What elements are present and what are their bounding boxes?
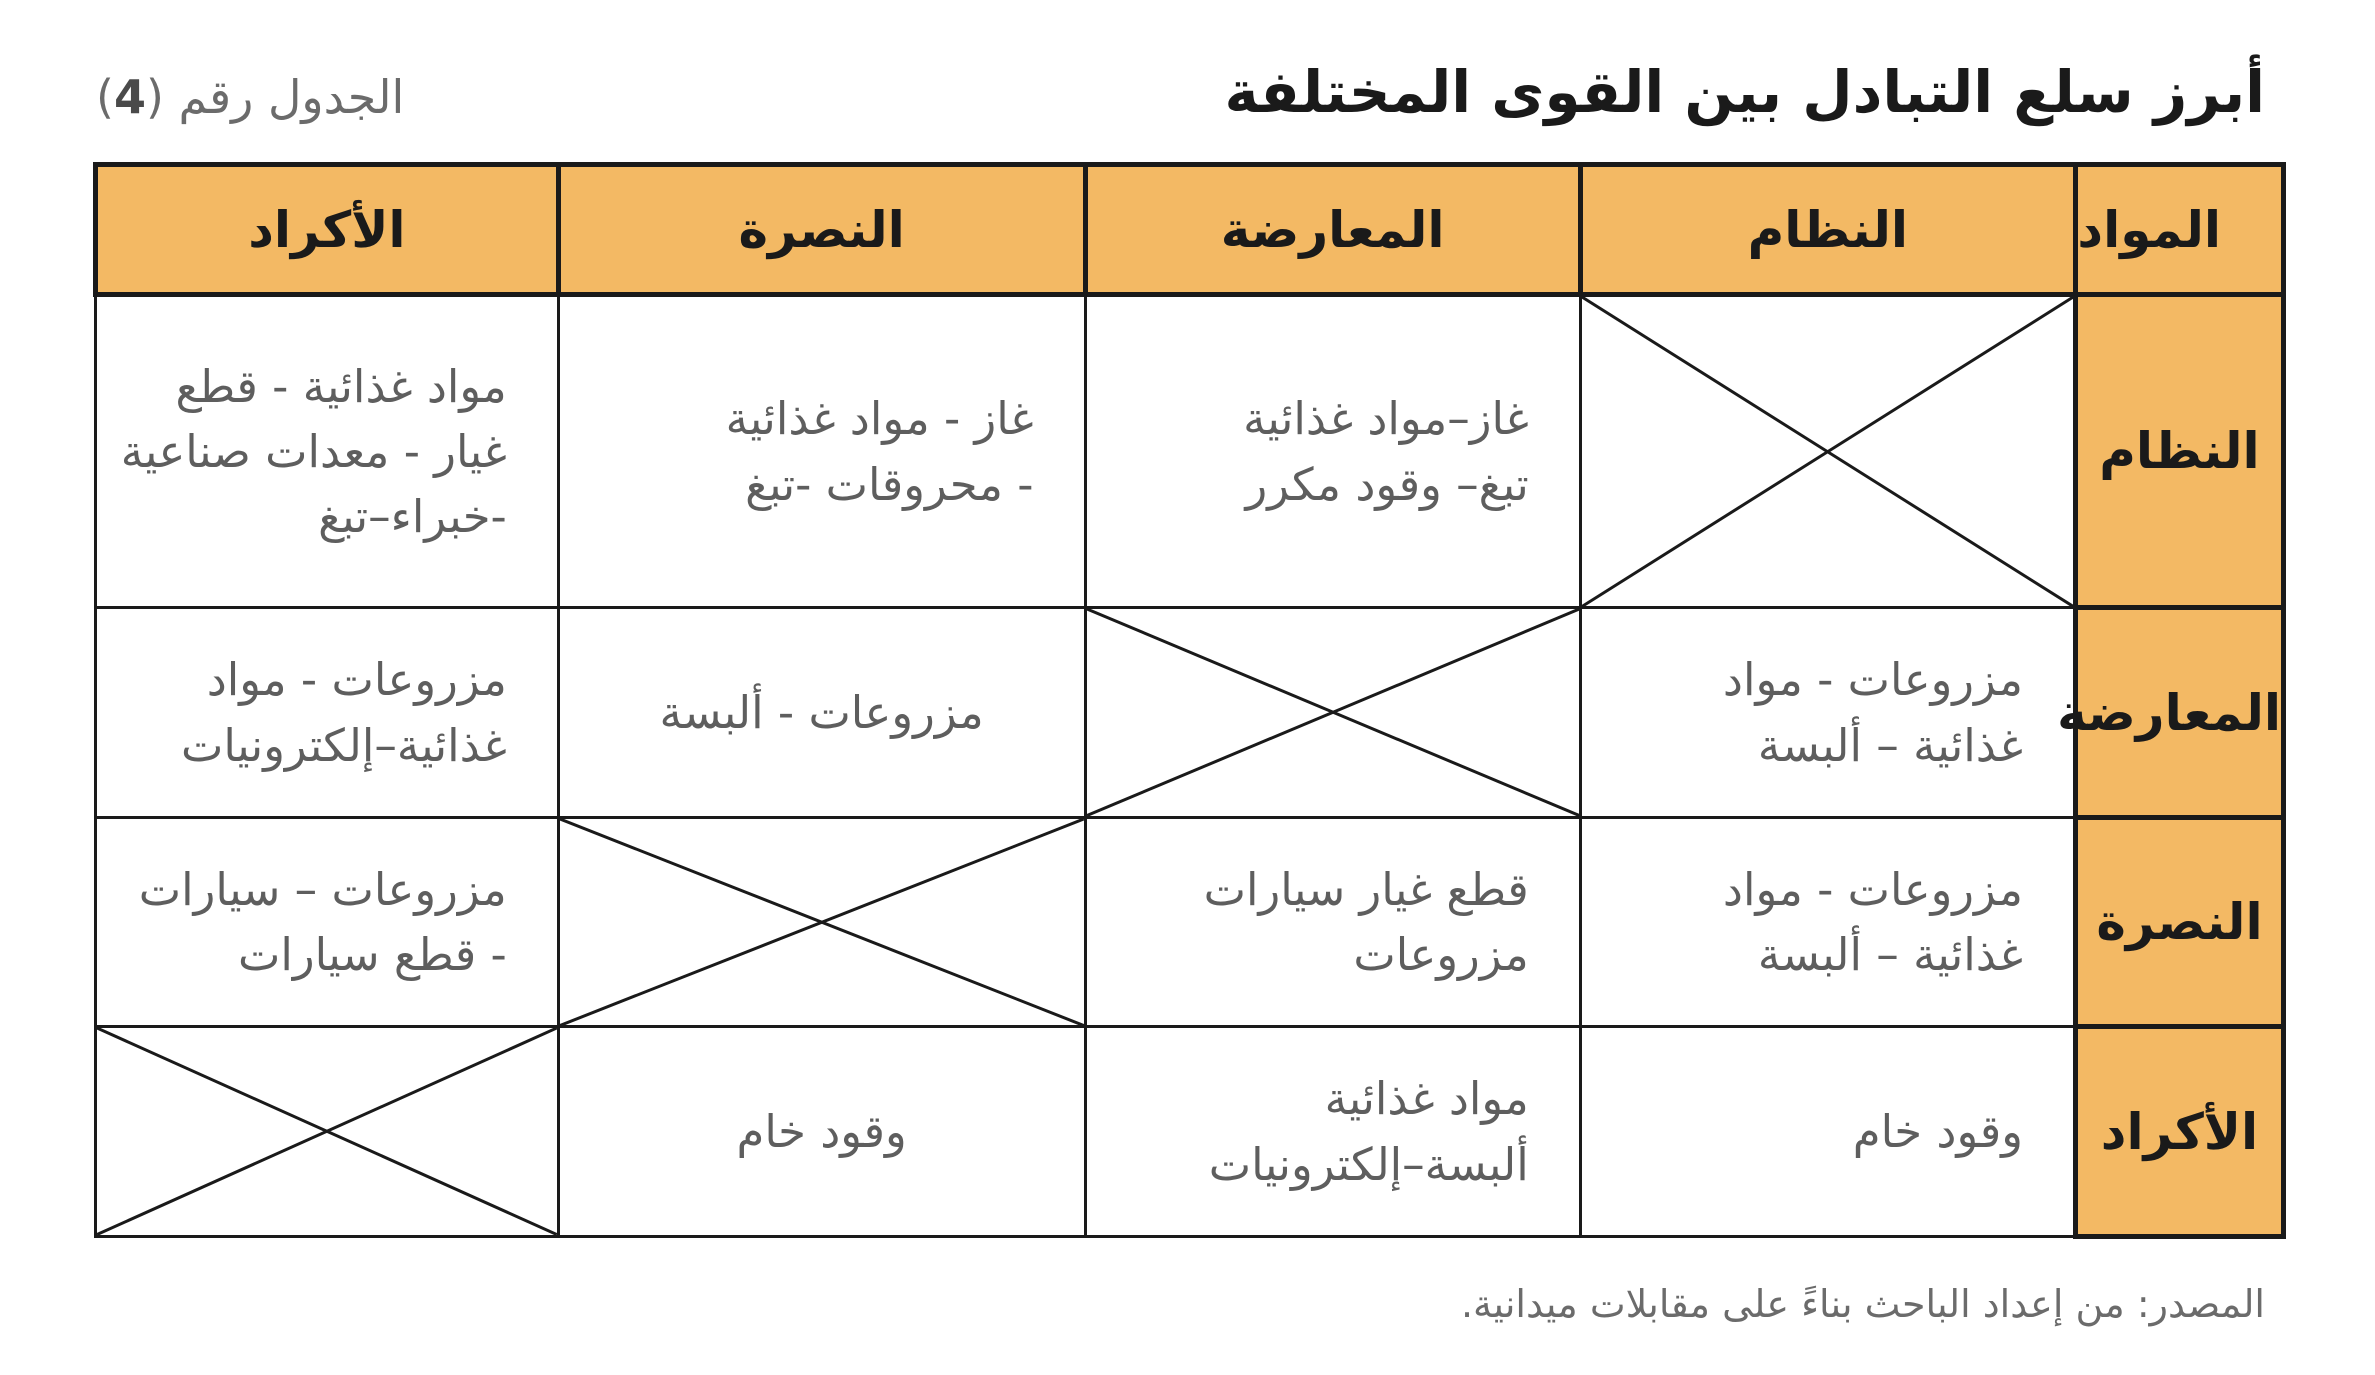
crossed-out-cell [96,1027,559,1237]
cell-kurds-regime: وقود خام [1580,1027,2075,1237]
cross-mark-icon [1087,609,1579,816]
cell-regime-kurds: مواد غذائية - قطع غيار - معدات صناعية -خبراء–تبغ [96,295,559,608]
cross-mark-icon [560,819,1084,1026]
table-number-caption [96,70,404,124]
cell-regime-opposition: غاز–مواد غذائية تبغ– وقود مكرر [1085,295,1580,608]
exchange-goods-table [93,162,2286,1239]
column-header-nusra: النصرة [558,165,1085,295]
table-number-label: الجدول رقم [178,70,405,124]
cell-opposition-regime: مزروعات - مواد غذائية – ألبسة [1580,608,2075,818]
table-title: أبرز سلع التبادل بين القوى المختلفة [1224,58,2265,126]
cross-mark-icon [1582,297,2073,606]
table-row-opposition [96,608,2284,818]
row-header-regime: النظام [2075,295,2283,608]
table-number-open: ( [145,70,164,124]
table-number-close: ) [96,70,114,124]
table-row-regime [96,295,2284,608]
cell-opposition-nusra: مزروعات - ألبسة [558,608,1085,818]
cell-kurds-opposition: مواد غذائية ألبسة–إلكترونيات [1085,1027,1580,1237]
corner-header: المواد [2075,165,2283,295]
column-header-opposition: المعارضة [1085,165,1580,295]
table-number-value: 4 [113,70,146,124]
crossed-out-cell [558,817,1085,1027]
row-header-kurds: الأكراد [2075,1027,2283,1237]
column-header-regime: النظام [1580,165,2075,295]
source-note: المصدر: من إعداد الباحث بناءً على مقابلات ميدانية. [1460,1282,2265,1326]
cell-nusra-kurds: مزروعات – سيارات - قطع سيارات [96,817,559,1027]
table-header-row [96,165,2284,295]
table-row-nusra [96,817,2284,1027]
table-row-kurds [96,1027,2284,1237]
cell-opposition-kurds: مزروعات - مواد غذائية–إلكترونيات [96,608,559,818]
cell-nusra-regime: مزروعات - مواد غذائية – ألبسة [1580,817,2075,1027]
cell-kurds-nusra: وقود خام [558,1027,1085,1237]
column-header-kurds: الأكراد [96,165,559,295]
row-header-nusra: النصرة [2075,817,2283,1027]
cell-nusra-opposition: قطع غيار سيارات مزروعات [1085,817,1580,1027]
cross-mark-icon [97,1028,557,1235]
row-header-opposition: المعارضة [2075,608,2283,818]
crossed-out-cell [1580,295,2075,608]
crossed-out-cell [1085,608,1580,818]
cell-regime-nusra: غاز - مواد غذائية - محروقات -تبغ [558,295,1085,608]
